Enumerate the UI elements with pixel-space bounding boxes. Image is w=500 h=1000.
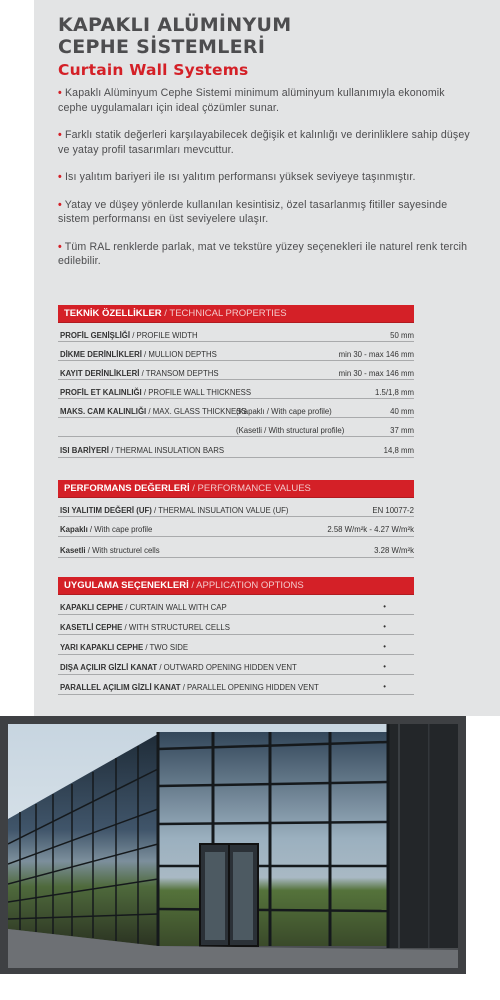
performance-values-table: [58, 480, 414, 558]
technical-properties-table: [58, 305, 414, 458]
table-row: PROFİL ET KALINLIĞI / PROFILE WALL THICKNESS 1.5/1,8 mm: [58, 380, 414, 399]
bullet-icon: •: [58, 198, 62, 211]
feature-item: • Isı yalıtım bariyeri ile ısı yalıtım performansı yüksek seviyeye taşınmıştır.: [58, 171, 416, 183]
curtain-wall-building-photo: [8, 724, 458, 968]
photo-frame: [0, 716, 466, 974]
page-subtitle: Curtain Wall Systems: [58, 61, 249, 79]
table-row: KAPAKLI CEPHE / CURTAIN WALL WITH CAP •: [58, 595, 414, 615]
feature-item: • Tüm RAL renklerde parlak, mat ve tekstüre yüzey seçenekleri ile naturel renk tercih edilebilir.: [58, 240, 468, 267]
table-row: MAKS. CAM KALINLIĞI / MAX. GLASS THICKNESS (Kapaklı / With cape profile) 40 mm: [58, 399, 414, 418]
table-row: Kasetli / With structurel cells 3.28 W/m²k: [58, 537, 414, 558]
table-row: PARALLEL AÇILIM GİZLİ KANAT / PARALLEL OPENING HIDDEN VENT •: [58, 675, 414, 695]
technical-properties-header: TEKNİK ÖZELLİKLER / TECHNICAL PROPERTIES: [58, 305, 414, 323]
table-row: KAYIT DERİNLİKLERİ / TRANSOM DEPTHS min 30 - max 146 mm: [58, 361, 414, 380]
feature-list: [58, 86, 474, 282]
table-row: ISI YALITIM DEĞERİ (UF) / THERMAL INSULATION VALUE (UF) EN 10077-2: [58, 498, 414, 517]
title-line-2: CEPHE SİSTEMLERİ: [58, 36, 266, 58]
title-line-1: KAPAKLI ALÜMİNYUM: [58, 14, 292, 36]
bullet-icon: •: [58, 87, 62, 99]
page-title: [58, 14, 291, 58]
application-options-table: [58, 577, 414, 695]
table-row: DIŞA AÇILIR GİZLİ KANAT / OUTWARD OPENING HIDDEN VENT •: [58, 655, 414, 675]
table-row: KASETLİ CEPHE / WITH STRUCTUREL CELLS •: [58, 615, 414, 635]
bullet-icon: •: [58, 129, 62, 141]
table-row: Kapaklı / With cape profile 2.58 W/m²k - 4.27 W/m²k: [58, 517, 414, 537]
bullet-icon: •: [58, 240, 62, 253]
table-row: PROFİL GENİŞLİĞİ / PROFILE WIDTH 50 mm: [58, 323, 414, 342]
performance-values-header: PERFORMANS DEĞERLERİ / PERFORMANCE VALUES: [58, 480, 414, 498]
table-row: ISI BARİYERİ / THERMAL INSULATION BARS 14,8 mm: [58, 437, 414, 458]
application-options-header: UYGULAMA SEÇENEKLERİ / APPLICATION OPTIONS: [58, 577, 414, 595]
feature-item: • Kapaklı Alüminyum Cephe Sistemi minimum alüminyum kullanımıyla ekonomik cephe uygulamaları için ideal çözümler sunar.: [58, 87, 445, 114]
feature-item: • Yatay ve düşey yönlerde kullanılan kesintisiz, özel tasarlanmış fitiller sayesinde sistem performansı en üst seviyelere ulaşır.: [58, 198, 448, 225]
feature-item: • Farklı statik değerleri karşılayabilecek değişik et kalınlığı ve derinliklere sahip düşey ve yatay profil tasarımları mevcuttur.: [58, 129, 470, 156]
table-row: (Kasetli / With structural profile) 37 mm: [58, 418, 414, 437]
bullet-icon: •: [58, 171, 62, 183]
table-row: DİKME DERİNLİKLERİ / MULLION DEPTHS min 30 - max 146 mm: [58, 342, 414, 361]
table-row: YARI KAPAKLI CEPHE / TWO SIDE •: [58, 635, 414, 655]
